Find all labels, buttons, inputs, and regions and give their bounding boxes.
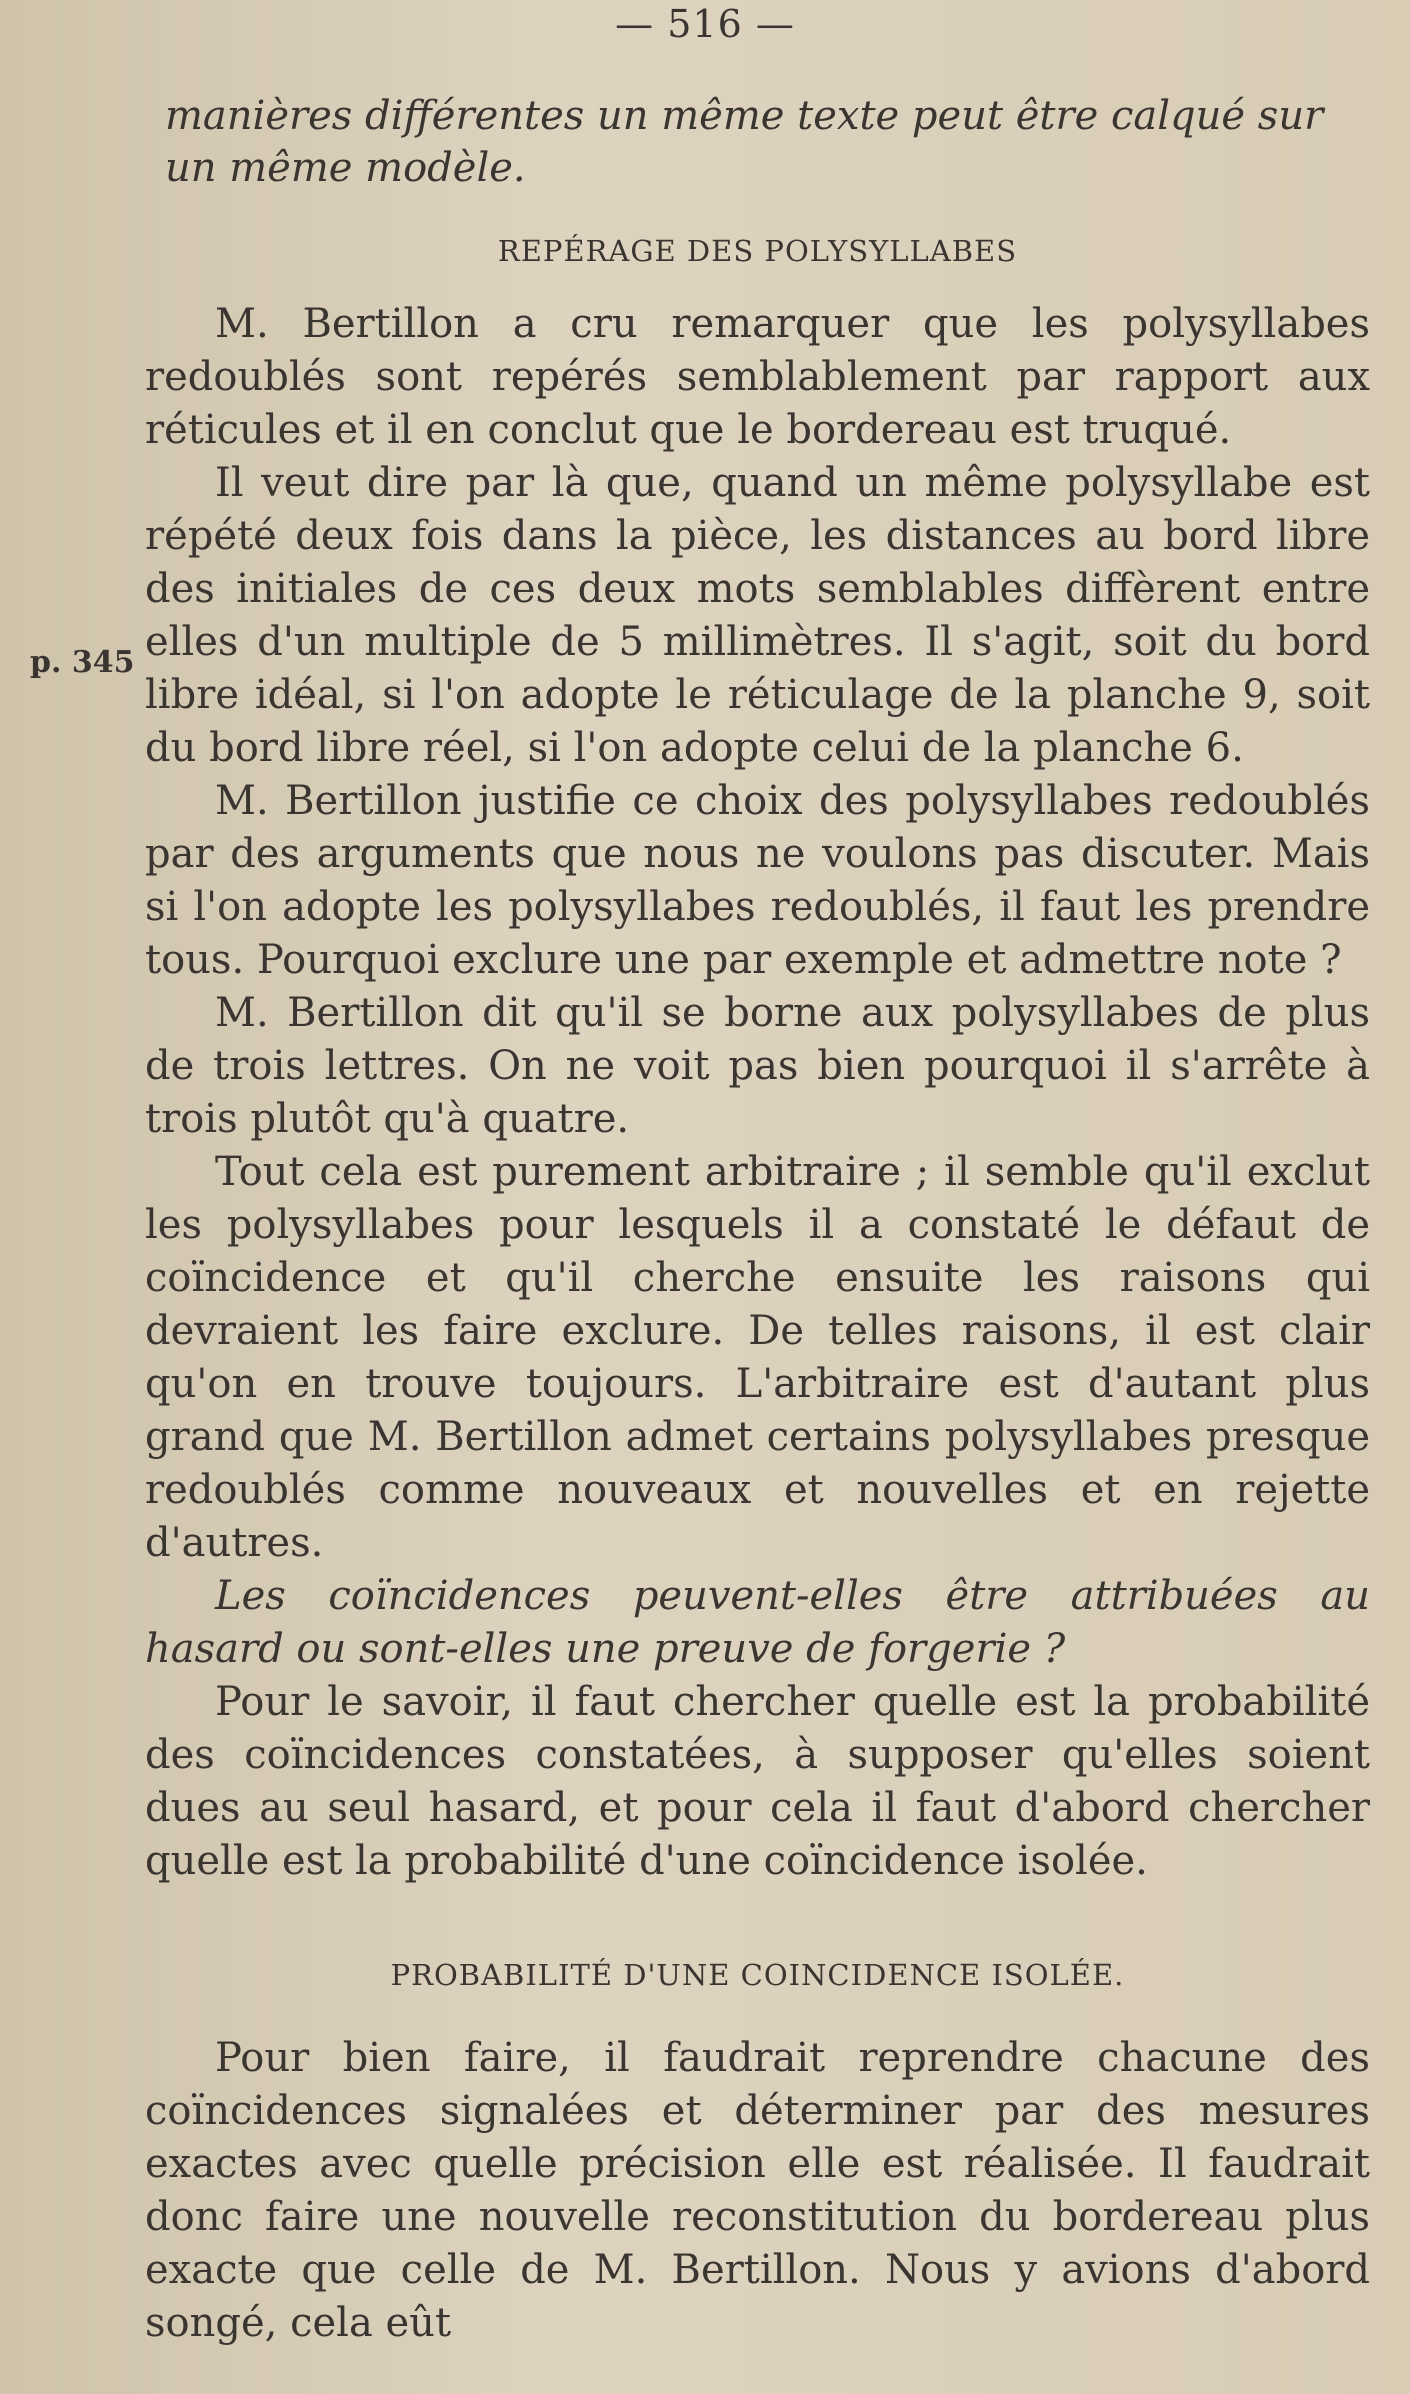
intro-text: manières différentes un même texte peut être calqué sur un même modèle. xyxy=(165,93,1324,191)
paragraph: Pour le savoir, il faut chercher quelle est la probabilité des coïncidences constatées, à supposer qu'elles soient dues au seul hasard, et pour cela il faut d'abord chercher quelle est la probabilité d'une coïncidence isolée. xyxy=(145,1679,1370,1884)
section-heading-probabilite: PROBABILITÉ D'UNE COINCIDENCE ISOLÉE. xyxy=(390,1958,1125,1992)
section-heading-polysyllabes: REPÉRAGE DES POLYSYLLABES xyxy=(497,234,1018,268)
paragraph: M. Bertillon dit qu'il se borne aux polysyllabes de plus de trois lettres. On ne voit pas bien pourquoi il s'arrête à trois plutôt qu'à quatre. xyxy=(145,990,1370,1142)
page-content xyxy=(145,90,1370,2350)
page-number: — 516 — xyxy=(615,2,795,46)
margin-reference: p. 345 xyxy=(30,645,135,680)
paragraph: Il veut dire par là que, quand un même polysyllabe est répété deux fois dans la pièce, les distances au bord libre des initiales de ces deux mots semblables diffèrent entre elles d'un multiple de 5 millimètres. Il s'agit, soit du bord libre idéal, si l'on adopte le réticulage de la planche 9, soit du bord libre réel, si l'on adopte celui de la planche 6. xyxy=(145,460,1370,771)
question-paragraph: Les coïncidences peuvent-elles être attribuées au hasard ou sont-elles une preuve de forgerie ? xyxy=(145,1573,1370,1672)
paragraph: M. Bertillon a cru remarquer que les polysyllabes redoublés sont repérés semblablement par rapport aux réticules et il en conclut que le bordereau est truqué. xyxy=(145,301,1370,453)
final-paragraph: Pour bien faire, il faudrait reprendre chacune des coïncidences signalées et déterminer par des mesures exactes avec quelle précision elle est réalisée. Il faudrait donc faire une nouvelle reconstitution du bordereau plus exacte que celle de M. Bertillon. Nous y avions d'abord songé, cela eût xyxy=(145,2035,1370,2346)
paragraph: Tout cela est purement arbitraire ; il semble qu'il exclut les polysyllabes pour lesquels il a constaté le défaut de coïncidence et qu'il cherche ensuite les raisons qui devraient les faire exclure. De telles raisons, il est clair qu'on en trouve toujours. L'arbitraire est d'autant plus grand que M. Bertillon admet certains polysyllabes presque redoublés comme nouveaux et nouvelles et en rejette d'autres. xyxy=(145,1149,1370,1566)
paragraph: M. Bertillon justifie ce choix des polysyllabes redoublés par des arguments que nous ne voulons pas discuter. Mais si l'on adopte les polysyllabes redoublés, il faut les prendre tous. Pourquoi exclure une par exemple et admettre note ? xyxy=(145,778,1370,983)
